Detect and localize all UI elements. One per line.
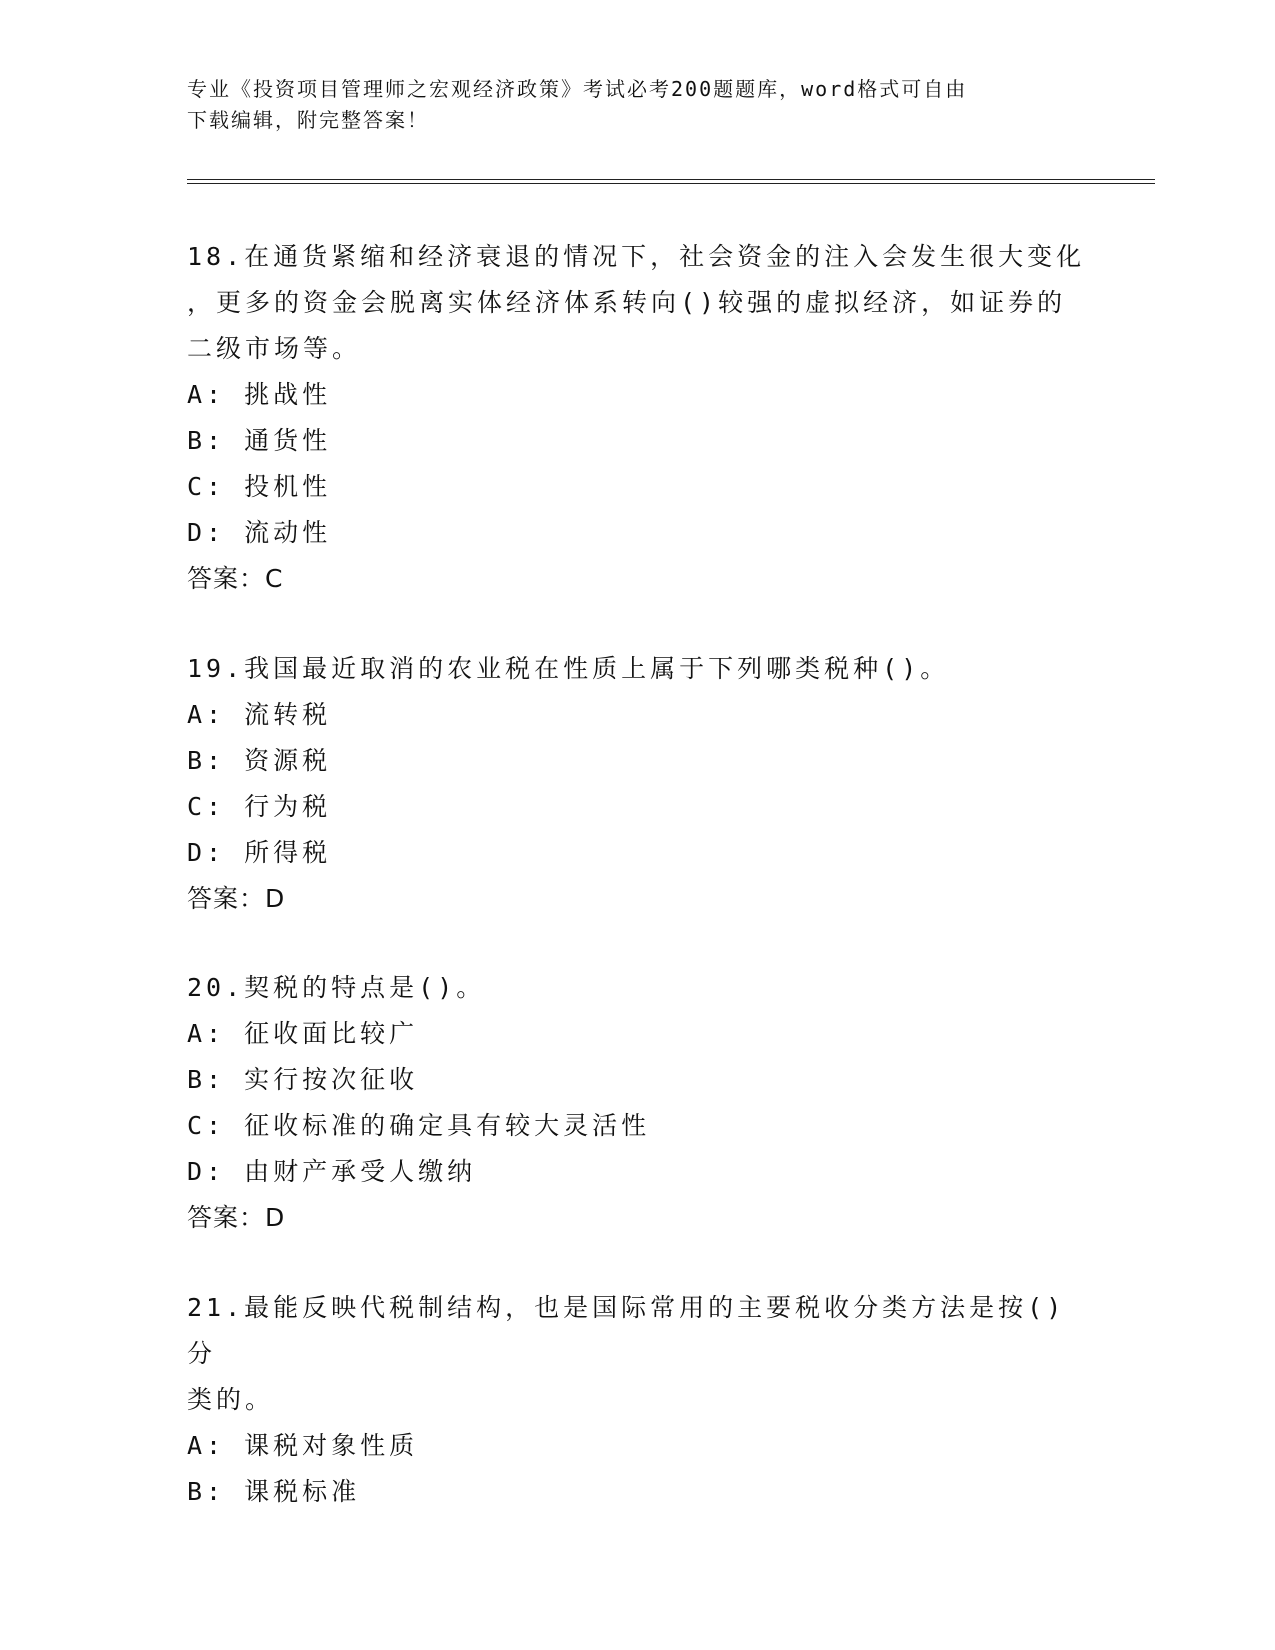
header-line-1: 专业《投资项目管理师之宏观经济政策》考试必考200题题库，word格式可自由 bbox=[187, 77, 968, 101]
question-stem-line: ，更多的资金会脱离实体经济体系转向()较强的虚拟经济，如证券的 bbox=[187, 288, 1067, 317]
question-stem-line: 19.我国最近取消的农业税在性质上属于下列哪类税种()。 bbox=[187, 654, 950, 683]
question-18 bbox=[187, 234, 1087, 602]
question-stem-line: 二级市场等。 bbox=[187, 334, 362, 363]
question-stem-line: 21.最能反映代税制结构，也是国际常用的主要税收分类方法是按()分 bbox=[187, 1293, 1066, 1368]
option-b: B: 通货性 bbox=[187, 426, 332, 455]
header-divider-top bbox=[187, 179, 1155, 180]
option-a: A: 流转税 bbox=[187, 700, 332, 729]
option-a: A: 征收面比较广 bbox=[187, 1019, 419, 1048]
answer: 答案：D bbox=[187, 884, 286, 913]
option-c: C: 行为税 bbox=[187, 792, 332, 821]
option-d: D: 所得税 bbox=[187, 838, 332, 867]
answer: 答案：D bbox=[187, 1203, 286, 1232]
question-stem-line: 18.在通货紧缩和经济衰退的情况下，社会资金的注入会发生很大变化 bbox=[187, 242, 1086, 271]
header-line-2: 下载编辑，附完整答案！ bbox=[187, 108, 429, 132]
option-b: B: 资源税 bbox=[187, 746, 332, 775]
header-divider-bottom bbox=[187, 183, 1155, 184]
question-stem-line: 20.契税的特点是()。 bbox=[187, 973, 486, 1002]
question-21 bbox=[187, 1285, 1087, 1515]
option-d: D: 由财产承受人缴纳 bbox=[187, 1157, 477, 1186]
document-header bbox=[187, 74, 1087, 136]
question-20 bbox=[187, 965, 1087, 1241]
option-c: C: 投机性 bbox=[187, 472, 332, 501]
answer: 答案：C bbox=[187, 564, 284, 593]
question-19 bbox=[187, 646, 1087, 922]
option-a: A: 课税对象性质 bbox=[187, 1431, 419, 1460]
option-d: D: 流动性 bbox=[187, 518, 332, 547]
option-b: B: 实行按次征收 bbox=[187, 1065, 419, 1094]
option-b: B: 课税标准 bbox=[187, 1477, 361, 1506]
question-stem-line: 类的。 bbox=[187, 1385, 275, 1414]
option-a: A: 挑战性 bbox=[187, 380, 332, 409]
option-c: C: 征收标准的确定具有较大灵活性 bbox=[187, 1111, 651, 1140]
